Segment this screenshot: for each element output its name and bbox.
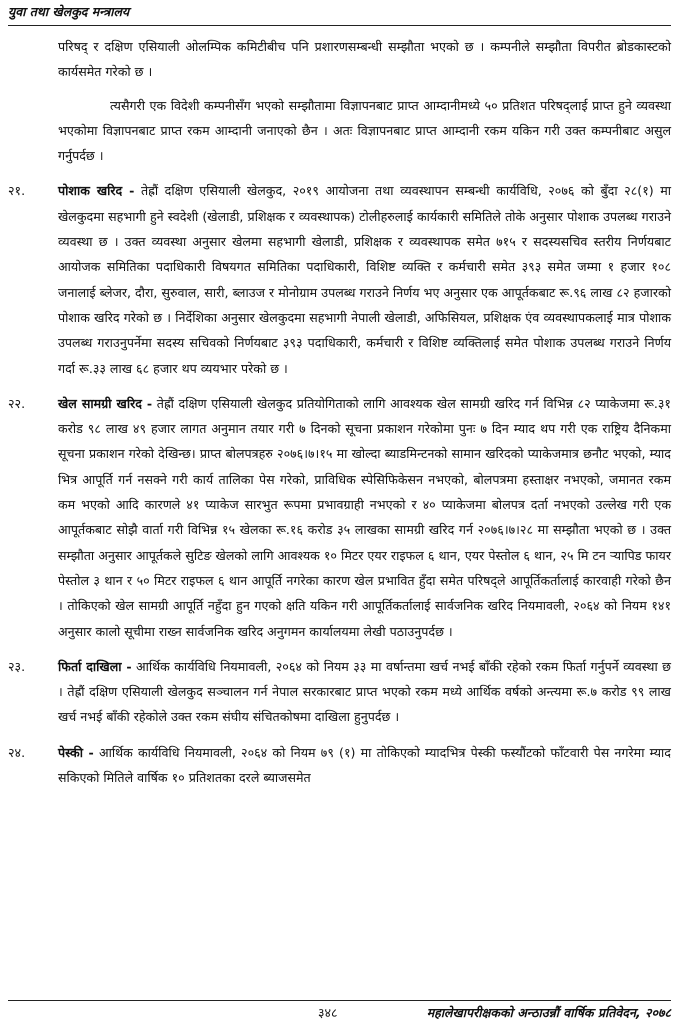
section-body <box>58 178 671 380</box>
section-number: २४. <box>8 744 26 760</box>
page-header <box>8 2 671 22</box>
section-number: २२. <box>8 395 26 411</box>
section-title: पोशाक खरिद - <box>58 183 135 199</box>
section-title: पेस्की - <box>58 744 94 760</box>
section-21 <box>8 178 671 380</box>
header-divider <box>8 25 671 26</box>
page-number: ३४८ <box>318 1005 338 1020</box>
section-text: तेह्रौं दक्षिण एसियाली खेलकुद, २०१९ आयोजना तथा व्यवस्थापन सम्बन्धी कार्यविधि, २०७६ को बुँदा २८(१) मा खेलकुदमा सहभागी हुने स्वदेशी (खेलाडी, प्रशिक्षक र व्यवस्थापक) टोलीहरुलाई कार्यकारी समितिले तोके अनुसार पोशाक उपलब्ध गराउने व्यवस्था छ । उक्त व्यवस्था अनुसार खेलमा सहभागी खेलाडी, प्रशिक्षक र व्यवस्थापक समेत ७१५ र सदस्यसचिव स्तरीय निर्णयबाट आयोजक समितिका पदाधिकारी विषयगत समितिका पदाधिकारी, विशिष्ट व्यक्ति र कर्मचारी समेत ३९३ समेत जम्मा १ हजार १०८ जनालाई ब्लेजर, दौरा, सुरुवाल, सारी, ब्लाउज र मोनोग्राम उपलब्ध गराउने निर्णय भए अनुसार एक आपूर्तकबाट रू.९६ लाख ८२ हजारको पोशाक खरिद गरेको छ । निर्देशिका अनुसार खेलकुदमा सहभागी नेपाली खेलाडी, अफिसियल, प्रशिक्षक एंव व्यवस्थापकलाई मात्र पोशाक उपलब्ध गराउनुपर्नेमा सदस्य सचिवको निर्णयबाट ३९३ पदाधिकारी, कर्मचारी र विशिष्ट व्यक्तिलाई समेत पोशाक उपलब्ध गराउने निर्णय गर्दा रू.३३ लाख ६८ हजार थप व्ययभार परेको छ । <box>58 183 671 376</box>
page-footer <box>8 1003 671 1023</box>
section-body <box>58 391 671 644</box>
section-22 <box>8 391 671 644</box>
section-number: २३. <box>8 658 26 674</box>
continued-paragraph: परिषद् र दक्षिण एसियाली ओलम्पिक कमिटीबीच पनि प्रशारणसम्बन्धी सम्झौता भएको छ । कम्पनीले सम्झौता विपरीत ब्रोडकास्टको कार्यसमेत गरेको छ । <box>58 39 671 80</box>
section-number: २१. <box>8 183 26 199</box>
section-title: खेल सामग्री खरिद - <box>58 395 153 411</box>
report-title: महालेखापरीक्षकको अन्ठाउन्नौं वार्षिक प्रतिवेदन, २०७८ <box>426 1005 671 1020</box>
document-body <box>8 34 671 790</box>
section-24 <box>8 740 671 791</box>
section-text: आर्थिक कार्यविधि नियमावली, २०६४ को नियम ७९ (१) मा तोकिएको म्यादभित्र पेस्की फस्यौंटको फाँटवारी पेस नगरेमा म्याद सकिएको मितिले वार्षिक १० प्रतिशतका दरले ब्याजसमेत <box>58 744 671 786</box>
section-body <box>58 740 671 791</box>
section-23 <box>8 654 671 730</box>
section-title: फिर्ता दाखिला - <box>58 658 132 674</box>
intro-paragraph: त्यसैगरी एक विदेशी कम्पनीसँग भएको सम्झौतामा विज्ञापनबाट प्राप्त आम्दानीमध्ये ५० प्रतिशत परिषद्लाई प्राप्त हुने व्यवस्था भएकोमा विज्ञापनबाट प्राप्त रकम आम्दानी जनाएको छैन । अतः विज्ञापनबाट प्राप्त आम्दानी रकम यकिन गरी उक्त कम्पनीबाट असुल गर्नुपर्दछ । <box>58 97 671 164</box>
section-text: आर्थिक कार्यविधि नियमावली, २०६४ को नियम ३३ मा वर्षान्तमा खर्च नभई बाँकी रहेको रकम फिर्ता गर्नुपर्ने व्यवस्था छ । तेह्रौं दक्षिण एसियाली खेलकुद सञ्चालन गर्न नेपाल सरकारबाट प्राप्त भएको रकम मध्ये आर्थिक वर्षको अन्त्यमा रू.७ करोड ९९ लाख खर्च नभई बाँकी रहेकोले उक्त रकम संघीय संचितकोषमा दाखिला हुनुपर्दछ । <box>58 658 671 725</box>
footer-divider <box>8 1000 671 1001</box>
section-text: तेह्रौं दक्षिण एसियाली खेलकुद प्रतियोगिताको लागि आवश्यक खेल सामग्री खरिद गर्न विभिन्न ८२ प्याकेजमा रू.३१ करोड ९८ लाख ४९ हजार लागत अनुमान तयार गरी ७ दिनको सूचना प्रकाशन गरेकोमा पुनः ७ दिन म्याद थप गरी एक राष्ट्रिय दैनिकमा सूचना प्रकाशन गरेको देखिन्छ। प्राप्त बोलपत्रहरु २०७६।७।१५ मा खोल्दा ब्याडमिन्टनको सामान खरिदको प्याकेजमात्र छनौट भएको, म्याद भित्र आपूर्ति गर्न नसक्ने गरी कार्य तालिका पेस गरेको, प्राविधिक स्पेसिफिकेसन नभएको, बोलपत्रमा हस्ताक्षर नभएको, जमानत रकम कम भएको आदि कारणले ४१ प्याकेज सारभुत रूपमा प्रभावग्राही नभएको र ४० प्याकेजमा बोलपत्र दर्ता नभएको उल्लेख गरी एक आपूर्तकबाट सोझै वार्ता गरी विभिन्न १५ खेलका रू.१६ करोड ३५ लाखका सामग्री खरिद गर्न २०७६।७।२८ मा सम्झौता भएको छ । उक्त सम्झौता अनुसार आपूर्तकले सुटिङ खेलको लागि आवश्यक १० मिटर एयर राइफल ६ थान, एयर पेस्तोल ६ थान, २५ मि टन र्‍यापिड फायर पेस्तोल ३ थान र ५० मिटर राइफल ६ थान आपूर्ति नगरेका कारण खेल प्रभावित हुँदा समेत परिषद्ले आपूर्तिकर्तालाई कारवाही गरेको छैन । तोकिएको खेल सामग्री आपूर्ति नहुँदा हुन गएको क्षति यकिन गरी आपूर्तिकर्तालाई सार्वजनिक खरिद नियमावली, २०६४ को नियम १४१ अनुसार कालो सूचीमा राख्न सार्वजनिक खरिद अनुगमन कार्यालयमा लेखी पठाउनुपर्दछ । <box>58 395 671 639</box>
section-body <box>58 654 671 730</box>
ministry-title: युवा तथा खेलकुद मन्त्रालय <box>8 4 130 19</box>
